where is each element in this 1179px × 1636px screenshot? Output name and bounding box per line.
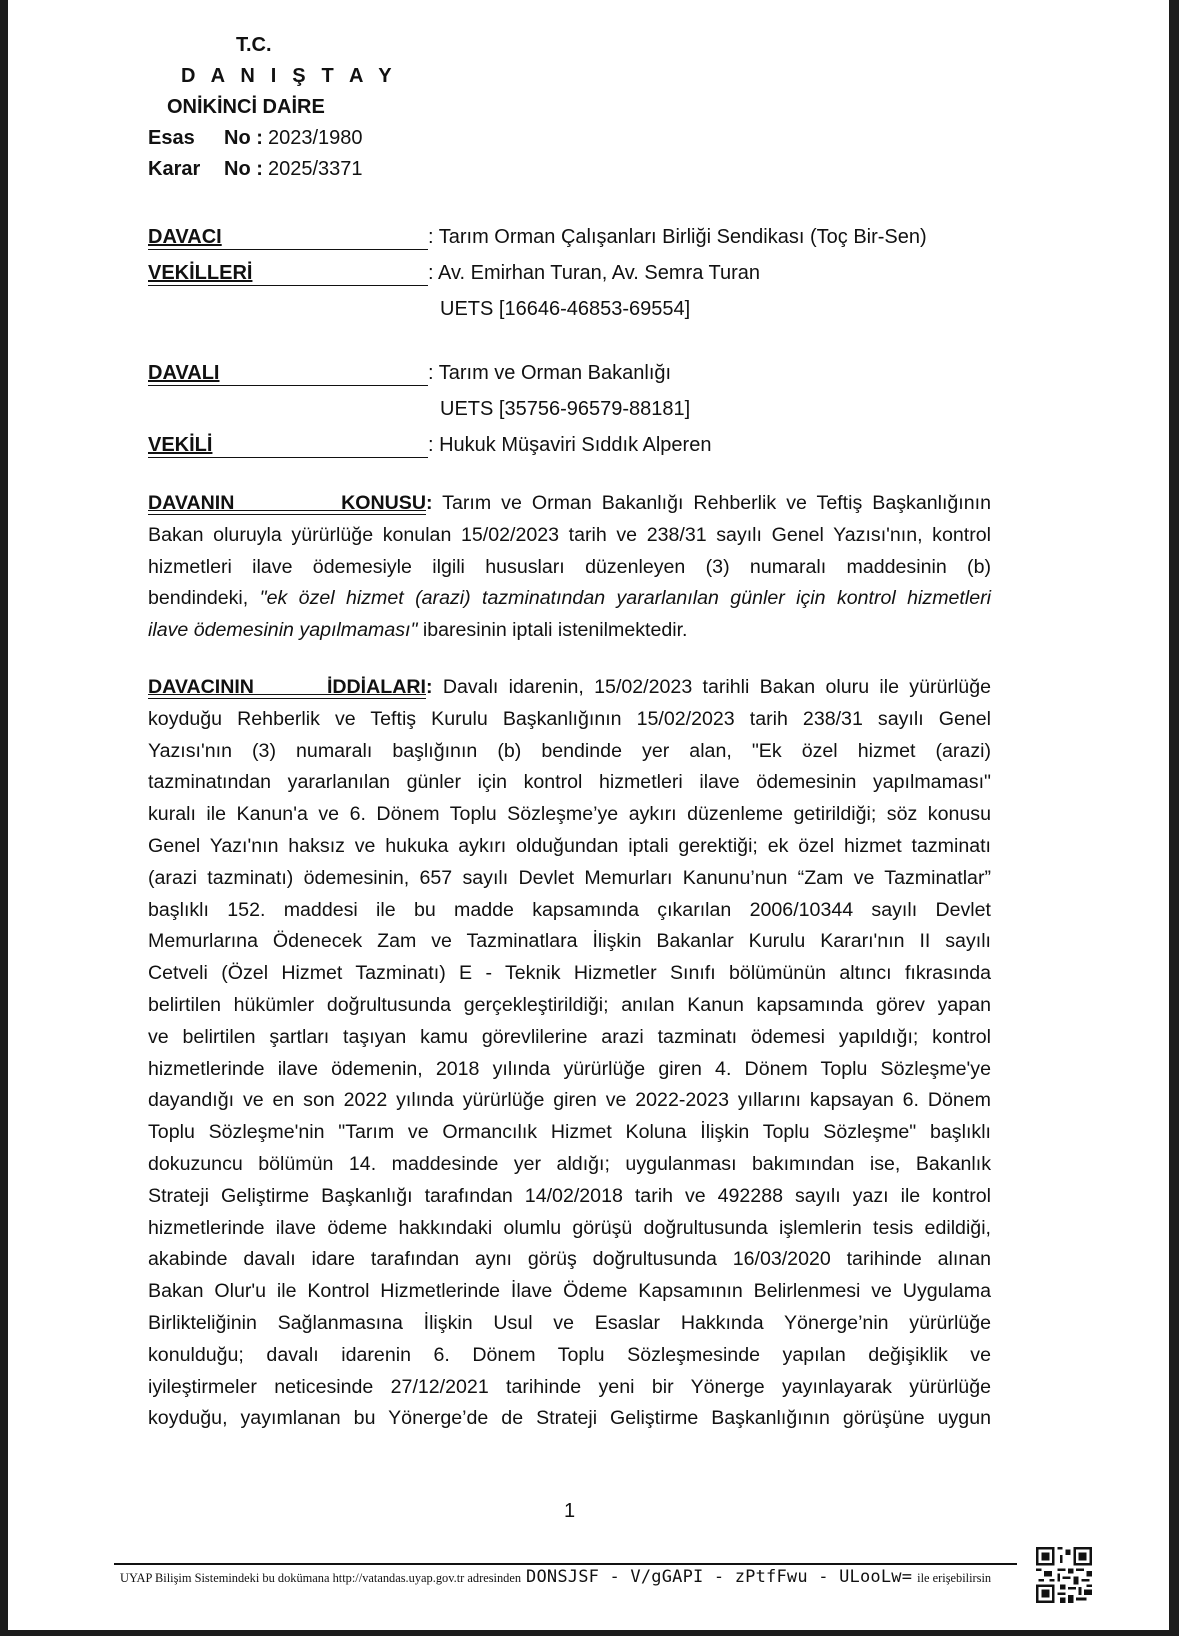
parties-block <box>148 214 1028 458</box>
claims-line: tazminatından yararlanılan günler için kontrol hizmetleri ilave ödemesinin yapılmaması" <box>148 771 991 794</box>
claims-line: Memurlarına Ödenecek Zam ve Tazminatlara İlişkin Bakanlar Kurulu Kararı'nın II sayılı <box>148 930 991 953</box>
case-subject-line: DAVANIN KONUSU: Tarım ve Orman Bakanlığı Rehberlik ve Teftiş Başkanlığının <box>148 492 991 514</box>
case-subject-label: DAVANIN KONUSU <box>148 492 426 514</box>
claims-line: kuralı ile Kanun'a ve 6. Dönem Toplu Sözleşme’ye aykırı düzenleme getirildiği; söz konusu <box>148 803 991 826</box>
plaintiff-uets: UETS [16646-46853-69554] <box>440 298 691 320</box>
esas-label: Esas <box>148 127 195 149</box>
claims-line: dayandığı ve en son 2022 yılında yürürlüğe giren ve 2022-2023 yıllarını kapsayan 6. Dönem <box>148 1089 991 1112</box>
claims-line: Bakan Olur'u ile Kontrol Hizmetlerinde İlave Ödeme Kapsamının Belirlenmesi ve Uygulama <box>148 1280 991 1303</box>
plaintiff-attorneys-value: : Av. Emirhan Turan, Av. Semra Turan <box>428 262 761 284</box>
claims-line: koyduğu, yayımlanan bu Yönerge’de de Strateji Geliştirme Başkanlığının görüşüne uygun <box>148 1407 991 1430</box>
claims-line: konulduğu; davalı idarenin 6. Dönem Toplu Sözleşmesinde yapılan değişiklik ve <box>148 1343 991 1366</box>
plaintiff-claims-label: DAVACININ İDDİALARI <box>148 676 426 698</box>
plaintiff-label: DAVACI <box>148 224 428 250</box>
claims-line: hizmetlerinde ilave ödeme hakkındaki olumlu görüşü doğrultusunda işlemlerin tesis edildiği, <box>148 1216 991 1239</box>
defendant-row <box>148 350 1028 386</box>
claims-line: Toplu Sözleşme'nin "Tarım ve Ormancılık Hizmet Koluna İlişkin Toplu Sözleşme" başlıklı <box>148 1121 991 1144</box>
plaintiff-attorneys-row <box>148 250 1028 286</box>
karar-number-row <box>148 154 397 185</box>
document-page <box>8 0 1169 1630</box>
defendant-label: DAVALI <box>148 360 428 386</box>
claims-line: Birlikteliğinin Sağlanmasına İlişkin Usul ve Esaslar Hakkında Yönerge’nin yürürlüğe <box>148 1311 991 1334</box>
defendant-attorney-row <box>148 422 1028 458</box>
karar-no-label: No : <box>224 158 263 180</box>
defendant-value: : Tarım ve Orman Bakanlığı <box>428 362 672 384</box>
plaintiff-row <box>148 214 1028 250</box>
esas-number: 2023/1980 <box>268 127 363 149</box>
claims-line: dokuzuncu bölümün 14. maddesinde yer aldığı; uygulanması bakımından ise, Bakanlık <box>148 1152 991 1175</box>
karar-label: Karar <box>148 158 201 180</box>
case-subject-line: hizmetleri ilave ödemesiyle ilgili hususları düzenleyen (3) numaralı maddesinin (b) <box>148 555 991 578</box>
case-subject-section <box>148 488 991 647</box>
esas-number-row <box>148 123 397 154</box>
plaintiff-claims-section <box>148 672 991 1435</box>
claims-line: Yazısı'nın (3) numaralı başlığının (b) bendinde yer alan, "Ek özel hizmet (arazi) <box>148 739 991 762</box>
claims-line: DAVACININ İDDİALARI: Davalı idarenin, 15/02/2023 tarihli Bakan oluru ile yürürlüğe <box>148 676 991 698</box>
claims-line: (arazi tazminatı) ödemesinin, 657 sayılı Devlet Memurları Kanunu’nun “Zam ve Tazminatlar” <box>148 866 991 889</box>
court-name: D A N I Ş T A Y <box>181 65 397 87</box>
esas-no-label: No : <box>224 127 263 149</box>
defendant-attorney-label: VEKİLİ <box>148 432 428 458</box>
qr-code-icon <box>1036 1547 1092 1603</box>
footer-prefix: UYAP Bilişim Sistemindeki bu dokümana http://vatandas.uyap.gov.tr adresinden <box>120 1571 522 1585</box>
claims-line: belirtilen hükümler doğrultusunda gerçekleştirildiği; anılan Kanun kapsamında görev yapan <box>148 993 991 1016</box>
chamber-name: ONİKİNCİ DAİRE <box>167 96 325 118</box>
uyap-footer <box>120 1567 1020 1587</box>
republic-title: T.C. <box>236 34 272 56</box>
case-subject-line: bendindeki, "ek özel hizmet (arazi) tazminatından yararlanılan günler için kontrol hizmetleri <box>148 587 991 610</box>
document-access-code: DONSJSF - V/gGAPI - zPtfFwu - ULooLw= <box>526 1567 913 1587</box>
claims-line: Genel Yazı'nın haksız ve hukuka aykırı olduğundan iptali gerektiği; ek özel hizmet tazminatı <box>148 834 991 857</box>
page-number: 1 <box>564 1500 576 1522</box>
claims-line: iyileştirmeler neticesinde 27/12/2021 tarihinde yeni bir Yönerge yayınlayarak yürürlüğe <box>148 1375 991 1398</box>
plaintiff-attorneys-label: VEKİLLERİ <box>148 260 428 286</box>
footer-suffix: ile erişebilirsin <box>917 1571 992 1585</box>
case-subject-line: Bakan oluruyla yürürlüğe konulan 15/02/2023 tarih ve 238/31 sayılı Genel Yazısı'nın, kontrol <box>148 523 991 546</box>
claims-line: hizmetlerinde ilave ödemenin, 2018 yılında yürürlüğe giren 4. Dönem Toplu Sözleşme'ye <box>148 1057 991 1080</box>
case-subject-line: ilave ödemesinin yapılmaması" ibaresinin iptali istenilmektedir. <box>148 619 688 642</box>
claims-line: akabinde davalı idare tarafından aynı görüş doğrultusunda 16/03/2020 tarihinde alınan <box>148 1248 991 1271</box>
karar-number: 2025/3371 <box>268 158 363 180</box>
footer-divider <box>114 1563 1017 1565</box>
claims-line: koyduğu Rehberlik ve Teftiş Kurulu Başkanlığının 15/02/2023 tarih 238/31 sayılı Genel <box>148 707 991 730</box>
document-header <box>148 30 397 185</box>
claims-line: Cetveli (Özel Hizmet Tazminatı) E - Teknik Hizmetler Sınıfı bölümünün altıncı fıkrasında <box>148 962 991 985</box>
defendant-attorney-value: : Hukuk Müşaviri Sıddık Alperen <box>428 434 712 456</box>
defendant-uets: UETS [35756-96579-88181] <box>440 398 691 420</box>
claims-line: ve belirtilen şartları taşıyan kamu görevlilerine arazi tazminatı ödemesi yapıldığı; kontrol <box>148 1025 991 1048</box>
claims-line: Strateji Geliştirme Başkanlığı tarafından 14/02/2018 tarih ve 492288 sayılı yazı ile kontrol <box>148 1184 991 1207</box>
claims-line: başlıklı 152. maddesi ile bu madde kapsamında çıkarılan 2006/10344 sayılı Devlet <box>148 898 991 921</box>
plaintiff-value: : Tarım Orman Çalışanları Birliği Sendikası (Toç Bir-Sen) <box>428 226 927 248</box>
